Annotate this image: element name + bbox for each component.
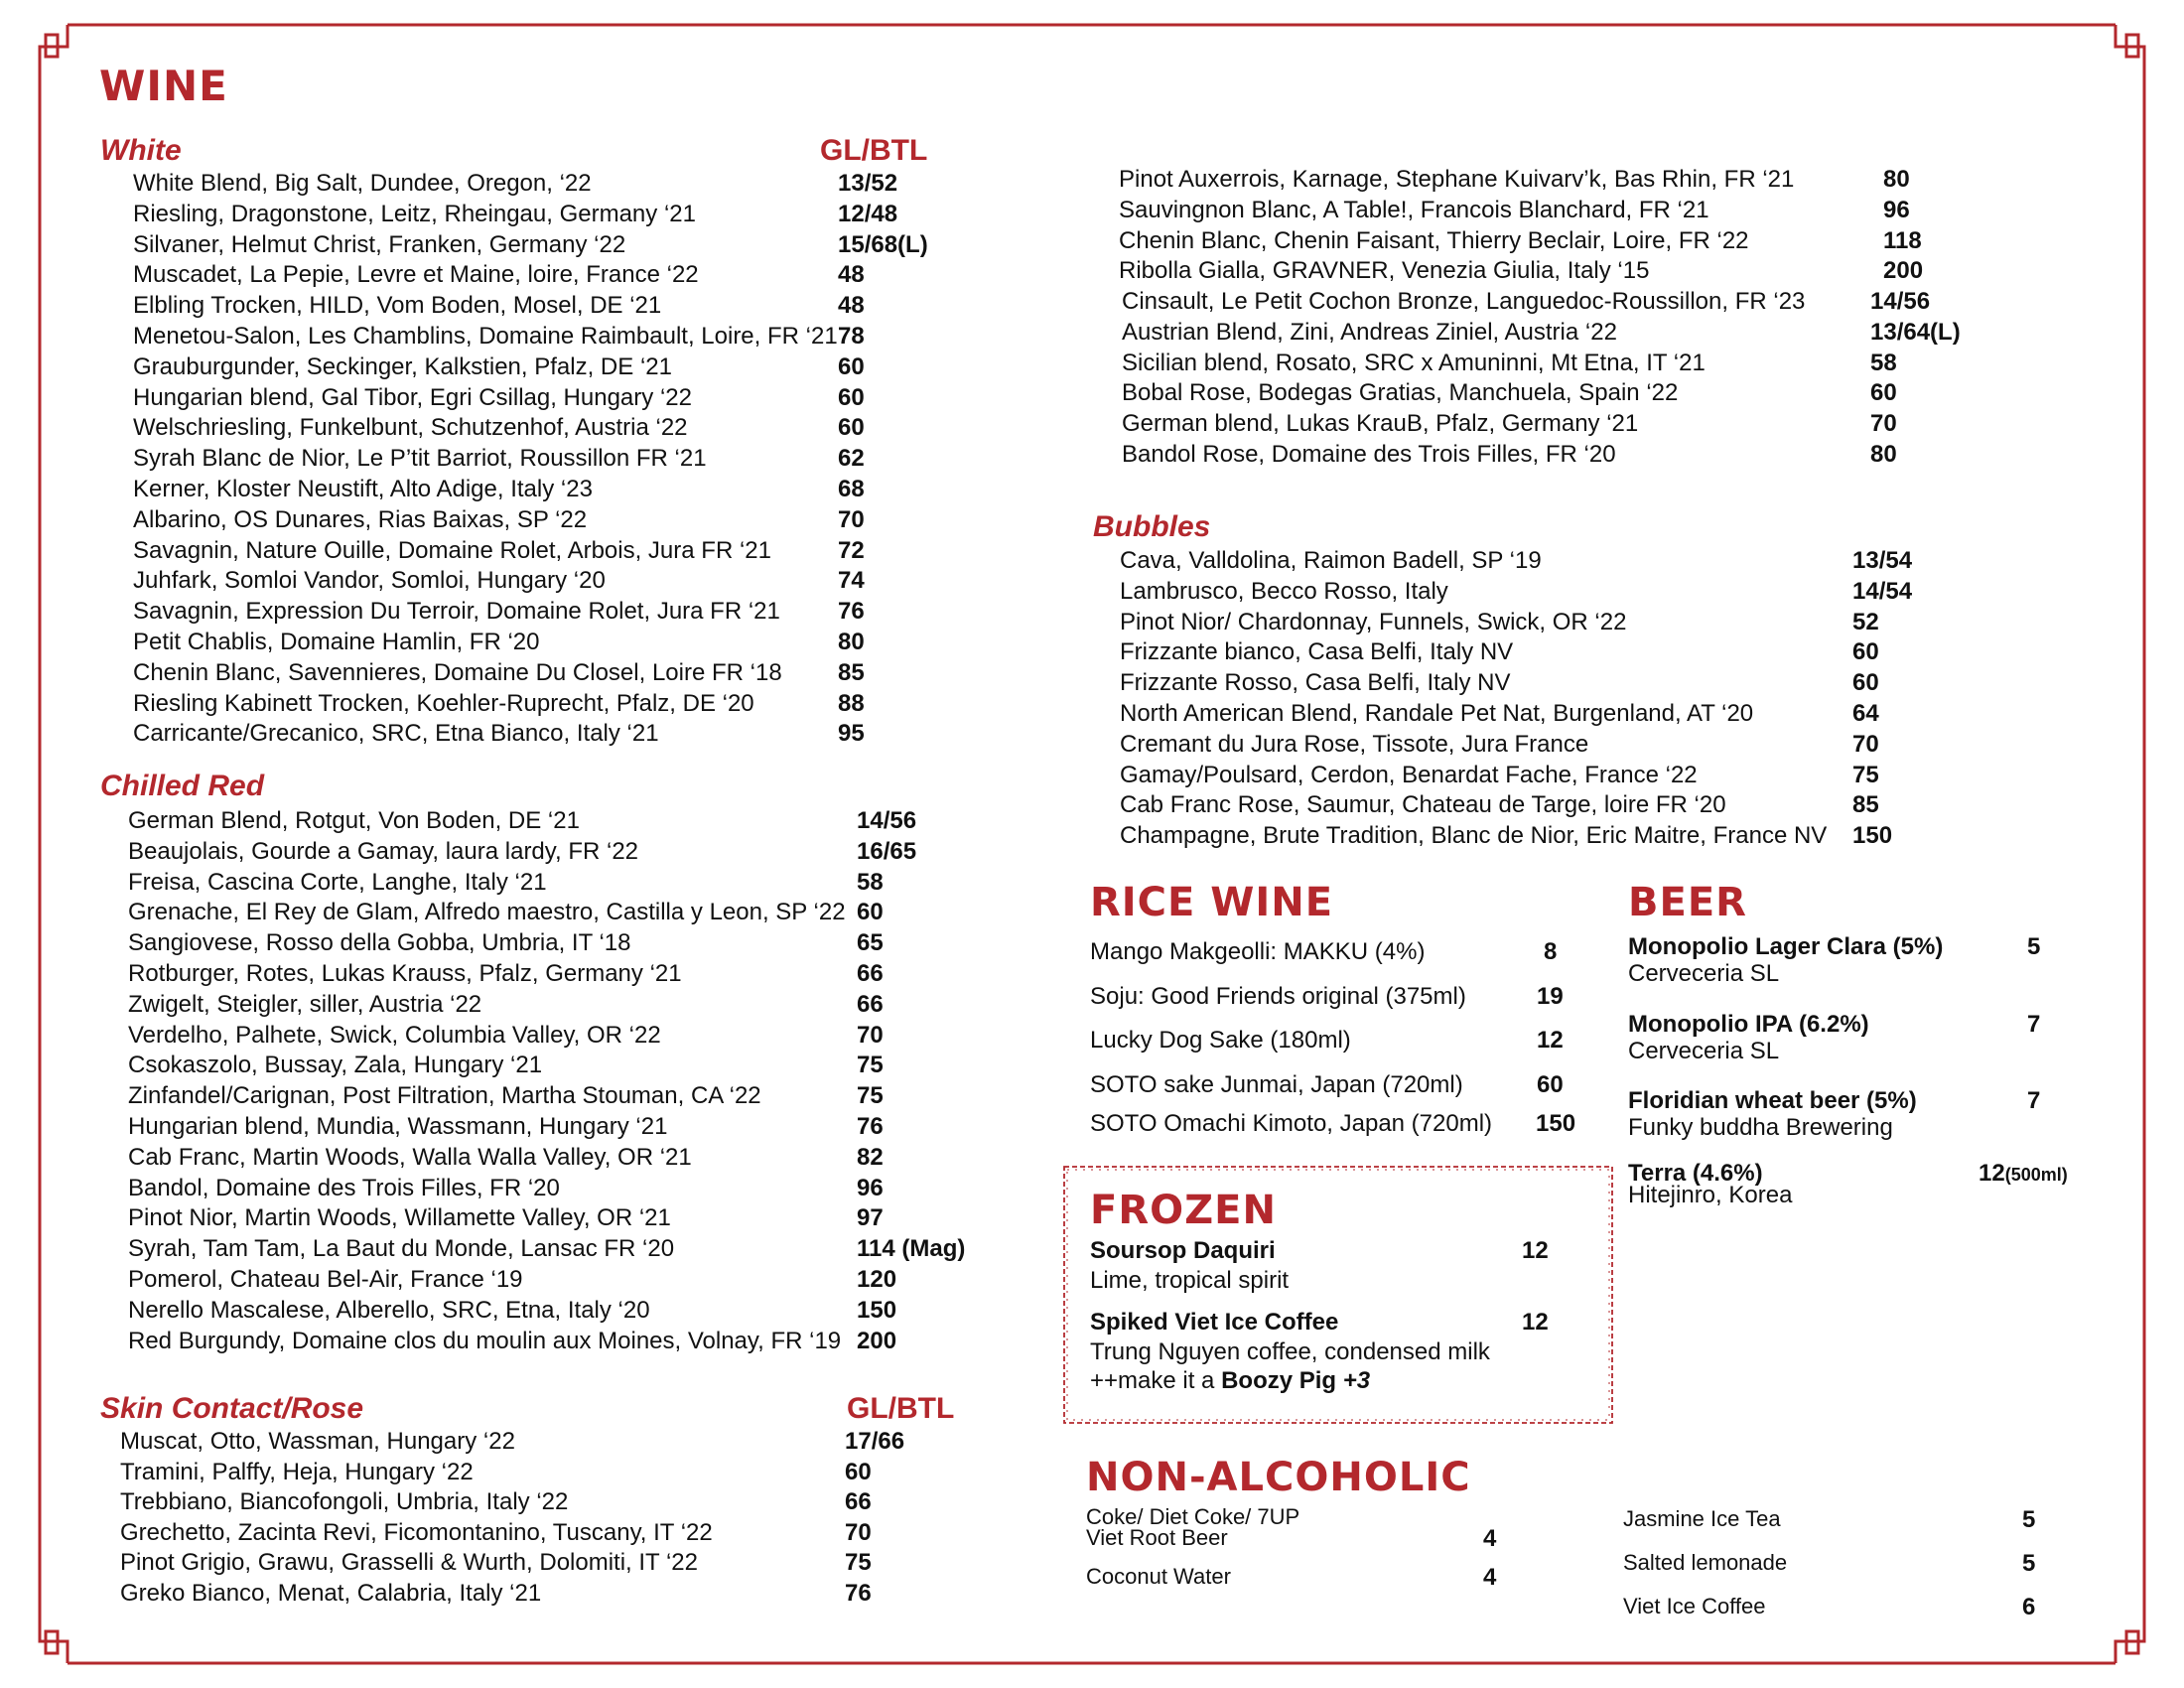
wine-list-item — [1120, 546, 2033, 577]
wine-price: 80 — [838, 628, 865, 655]
wine-list-item — [133, 444, 1007, 475]
wine-price: 80 — [1883, 166, 1910, 193]
beer-brewery: Funky buddha Brewering — [1628, 1114, 1893, 1141]
wine-list-item — [133, 352, 1007, 383]
wine-list-item — [1119, 226, 1992, 257]
wine-list-item — [128, 1296, 1022, 1327]
wine-list-item — [133, 505, 1007, 536]
wine-list-item — [133, 689, 1007, 720]
wine-price: 13/64(L) — [1870, 318, 1961, 346]
white-gl-btl-header: GL/BTL — [820, 134, 928, 167]
wine-name: Zwigelt, Steigler, siller, Austria ‘22 — [128, 990, 482, 1018]
chilled-red-subtitle: Chilled Red — [100, 770, 265, 802]
wine-name: Bandol, Domaine des Trois Filles, FR ‘20 — [128, 1174, 560, 1201]
wine-list-item — [128, 1174, 1022, 1204]
wine-price: 60 — [845, 1458, 872, 1485]
rice-wine-price: 8 — [1544, 938, 1558, 965]
non-alcoholic-price: 4 — [1483, 1564, 1497, 1591]
wine-price: 52 — [1852, 608, 1879, 635]
wine-price: 85 — [838, 658, 865, 686]
wine-list-item — [128, 1143, 1022, 1174]
rice-wine-price: 19 — [1537, 983, 1564, 1010]
wine-name: Grauburgunder, Seckinger, Kalkstien, Pfalz, DE ‘21 — [133, 352, 672, 380]
wine-name: Petit Chablis, Domaine Hamlin, FR ‘20 — [133, 628, 540, 655]
wine-list-item — [128, 806, 1022, 837]
non-alcoholic-name: Coconut Water — [1086, 1564, 1231, 1589]
wine-list-item — [133, 628, 1007, 658]
wine-price: 88 — [838, 689, 865, 717]
frozen-price: 12 — [1522, 1237, 1549, 1264]
wine-price: 68 — [838, 475, 865, 502]
wine-name: Bandol Rose, Domaine des Trois Filles, FR ‘20 — [1122, 440, 1616, 468]
wine-name: Tramini, Palffy, Heja, Hungary ‘22 — [120, 1458, 474, 1485]
wine-price: 17/66 — [845, 1428, 905, 1455]
wine-price: 70 — [1852, 730, 1879, 758]
white-wine-list-continued — [1119, 165, 1992, 287]
wine-name: Elbling Trocken, HILD, Vom Boden, Mosel, DE ‘21 — [133, 292, 662, 320]
wine-list-item — [128, 1112, 1022, 1143]
wine-name: Grechetto, Zacinta Revi, Ficomontanino, Tuscany, IT ‘22 — [120, 1518, 713, 1546]
wine-name: Hungarian blend, Mundia, Wassmann, Hungary ‘21 — [128, 1112, 668, 1140]
non-alcoholic-price: 5 — [2022, 1506, 2036, 1533]
wine-price: 70 — [1870, 410, 1897, 438]
wine-name: Verdelho, Palhete, Swick, Columbia Valley, OR ‘22 — [128, 1021, 661, 1049]
wine-price: 58 — [1870, 349, 1897, 376]
wine-name: Cab Franc Rose, Saumur, Chateau de Targe, loire FR ‘20 — [1120, 791, 1726, 819]
wine-list-item — [133, 566, 1007, 597]
wine-list-item — [133, 291, 1007, 322]
wine-price: 13/54 — [1852, 547, 1913, 574]
wine-price: 60 — [857, 899, 884, 926]
rice-wine-name: Soju: Good Friends original (375ml) — [1090, 983, 1466, 1010]
frozen-extra-bold: Boozy Pig — [1221, 1367, 1337, 1394]
wine-price: 14/56 — [1870, 288, 1931, 315]
rice-wine-section-title: RICE WINE — [1090, 880, 1334, 925]
beer-brewery: Cerveceria SL — [1628, 960, 1780, 987]
wine-name: Lambrusco, Becco Rosso, Italy — [1120, 577, 1448, 605]
beer-price: 5 — [2027, 933, 2041, 960]
wine-price: 12/48 — [838, 200, 898, 227]
wine-price: 75 — [857, 1082, 884, 1110]
wine-list-item — [1122, 378, 2015, 409]
frozen-desc: Trung Nguyen coffee, condensed milk — [1090, 1338, 1490, 1365]
beer-name: Monopolio Lager Clara (5%) — [1628, 933, 1944, 960]
wine-list-item — [128, 868, 1022, 899]
wine-list-item — [128, 959, 1022, 990]
frozen-name: Spiked Viet Ice Coffee — [1090, 1309, 1339, 1336]
wine-name: Austrian Blend, Zini, Andreas Ziniel, Austria ‘22 — [1122, 318, 1617, 346]
wine-name: Beaujolais, Gourde a Gamay, laura lardy, FR ‘22 — [128, 837, 639, 865]
wine-list-item — [1120, 637, 2033, 668]
wine-name: Syrah, Tam Tam, La Baut du Monde, Lansac FR ‘20 — [128, 1235, 675, 1263]
wine-name: Cava, Valldolina, Raimon Badell, SP ‘19 — [1120, 547, 1542, 574]
wine-price: 65 — [857, 929, 884, 957]
wine-name: Cab Franc, Martin Woods, Walla Walla Valley, OR ‘21 — [128, 1143, 692, 1171]
wine-name: North American Blend, Randale Pet Nat, Burgenland, AT ‘20 — [1120, 699, 1754, 727]
wine-name: Bobal Rose, Bodegas Gratias, Manchuela, Spain ‘22 — [1122, 379, 1679, 407]
wine-list-item — [120, 1548, 1014, 1579]
wine-price: 82 — [857, 1143, 884, 1171]
wine-name: Menetou-Salon, Les Chamblins, Domaine Raimbault, Loire, FR ‘21 — [133, 322, 838, 350]
wine-list-item — [128, 1051, 1022, 1081]
wine-name: Sicilian blend, Rosato, SRC x Amuninni, Mt Etna, IT ‘21 — [1122, 349, 1706, 376]
wine-name: Trebbiano, Biancofongoli, Umbria, Italy ‘22 — [120, 1488, 569, 1516]
non-alcoholic-price: 4 — [1483, 1525, 1497, 1552]
wine-list-item — [1119, 165, 1992, 196]
wine-name: Chenin Blanc, Savennieres, Domaine Du Closel, Loire FR ‘18 — [133, 658, 782, 686]
wine-name: Cremant du Jura Rose, Tissote, Jura France — [1120, 730, 1589, 758]
wine-price: 74 — [838, 567, 865, 595]
wine-name: Grenache, El Rey de Glam, Alfredo maestro, Castilla y Leon, SP ‘22 — [128, 899, 846, 926]
wine-list-item — [133, 413, 1007, 444]
wine-price: 60 — [1852, 669, 1879, 697]
wine-price: 60 — [838, 352, 865, 380]
wine-price: 72 — [838, 536, 865, 564]
wine-price: 66 — [845, 1488, 872, 1516]
rice-wine-price: 12 — [1537, 1027, 1564, 1054]
wine-name: German Blend, Rotgut, Von Boden, DE ‘21 — [128, 807, 580, 834]
rice-wine-name: Mango Makgeolli: MAKKU (4%) — [1090, 938, 1426, 965]
wine-list-item — [120, 1487, 1014, 1518]
wine-list-item — [1120, 699, 2033, 730]
wine-price: 114 (Mag) — [857, 1235, 966, 1263]
wine-list-item — [133, 200, 1007, 230]
wine-name: Freisa, Cascina Corte, Langhe, Italy ‘21 — [128, 868, 547, 896]
wine-list-item — [133, 658, 1007, 689]
wine-list-item — [128, 1081, 1022, 1112]
wine-list-item — [1122, 287, 2015, 318]
wine-list-item — [1122, 409, 2015, 440]
wine-name: Muscat, Otto, Wassman, Hungary ‘22 — [120, 1428, 515, 1455]
frozen-section-title: FROZEN — [1090, 1188, 1277, 1233]
beer-price: 7 — [2027, 1011, 2041, 1038]
wine-name: Riesling, Dragonstone, Leitz, Rheingau, Germany ‘21 — [133, 200, 696, 227]
wine-list-item — [133, 230, 1007, 261]
wine-price: 150 — [857, 1296, 897, 1324]
skin-contact-list-continued — [1122, 287, 2015, 471]
wine-list-item — [128, 1021, 1022, 1052]
skin-contact-gl-btl-header: GL/BTL — [847, 1392, 955, 1425]
wine-price: 96 — [857, 1174, 884, 1201]
wine-list-item — [1119, 256, 1992, 287]
wine-list-item — [120, 1427, 1014, 1458]
wine-list-item — [133, 260, 1007, 291]
wine-name: Savagnin, Expression Du Terroir, Domaine Rolet, Jura FR ‘21 — [133, 598, 780, 626]
wine-list-item — [128, 898, 1022, 928]
wine-name: Syrah Blanc de Nior, Le P’tit Barriot, Roussillon FR ‘21 — [133, 445, 707, 473]
wine-price: 150 — [1852, 822, 1893, 850]
wine-name: Cinsault, Le Petit Cochon Bronze, Languedoc-Roussillon, FR ‘23 — [1122, 288, 1806, 315]
wine-list-item — [120, 1458, 1014, 1488]
frozen-desc: Lime, tropical spirit — [1090, 1267, 1290, 1294]
wine-name: Ribolla Gialla, GRAVNER, Venezia Giulia, Italy ‘15 — [1119, 257, 1650, 285]
wine-name: Sauvingnon Blanc, A Table!, Francois Blanchard, FR ‘21 — [1119, 196, 1709, 223]
wine-list-item — [128, 1234, 1022, 1265]
frozen-extra — [1090, 1367, 1370, 1395]
wine-name: Kerner, Kloster Neustift, Alto Adige, Italy ‘23 — [133, 475, 593, 502]
wine-price: 60 — [838, 383, 865, 411]
wine-name: Albarino, OS Dunares, Rias Baixas, SP ‘22 — [133, 505, 588, 533]
wine-list-item — [128, 1203, 1022, 1234]
rice-wine-price: 150 — [1536, 1110, 1576, 1137]
skin-contact-list — [120, 1427, 1014, 1610]
beer-price-value: 12 — [1979, 1160, 2005, 1187]
wine-list-item — [1119, 196, 1992, 226]
wine-price: 76 — [845, 1579, 872, 1607]
wine-list-item — [1120, 668, 2033, 699]
wine-price: 75 — [845, 1549, 872, 1577]
wine-name: Juhfark, Somloi Vandor, Somloi, Hungary ‘20 — [133, 567, 606, 595]
wine-name: Red Burgundy, Domaine clos du moulin aux Moines, Volnay, FR ‘19 — [128, 1327, 842, 1354]
wine-price: 62 — [838, 445, 865, 473]
wine-list-item — [133, 719, 1007, 750]
rice-wine-price: 60 — [1537, 1071, 1564, 1098]
beer-name: Floridian wheat beer (5%) — [1628, 1087, 1917, 1114]
wine-price: 75 — [857, 1052, 884, 1079]
beer-price — [1979, 1160, 2068, 1188]
wine-price: 58 — [857, 868, 884, 896]
wine-name: German blend, Lukas KrauB, Pfalz, Germany ‘21 — [1122, 410, 1639, 438]
wine-list-item — [133, 383, 1007, 414]
wine-name: Hungarian blend, Gal Tibor, Egri Csillag, Hungary ‘22 — [133, 383, 692, 411]
wine-list-item — [1120, 730, 2033, 761]
wine-price: 120 — [857, 1265, 897, 1293]
wine-name: Champagne, Brute Tradition, Blanc de Nior, Eric Maitre, France NV — [1120, 822, 1828, 850]
rice-wine-name: SOTO Omachi Kimoto, Japan (720ml) — [1090, 1110, 1493, 1137]
wine-price: 60 — [1852, 638, 1879, 666]
wine-name: Pinot Nior, Martin Woods, Willamette Valley, OR ‘21 — [128, 1204, 671, 1232]
wine-name: Carricante/Grecanico, SRC, Etna Bianco, Italy ‘21 — [133, 720, 659, 748]
wine-name: Silvaner, Helmut Christ, Franken, Germany ‘22 — [133, 230, 626, 258]
wine-name: Frizzante bianco, Casa Belfi, Italy NV — [1120, 638, 1514, 666]
white-subtitle: White — [100, 134, 182, 167]
wine-price: 16/65 — [857, 837, 917, 865]
wine-list-item — [133, 597, 1007, 628]
frozen-name: Soursop Daquiri — [1090, 1237, 1276, 1264]
wine-name: Csokaszolo, Bussay, Zala, Hungary ‘21 — [128, 1052, 543, 1079]
non-alcoholic-name: Viet Ice Coffee — [1623, 1594, 1766, 1618]
beer-name: Monopolio IPA (6.2%) — [1628, 1011, 1869, 1038]
non-alcoholic-price: 5 — [2022, 1550, 2036, 1577]
wine-price: 60 — [838, 414, 865, 442]
wine-list-item — [1122, 318, 2015, 349]
wine-price: 200 — [857, 1327, 897, 1354]
wine-list-item — [120, 1518, 1014, 1549]
wine-list-item — [1122, 349, 2015, 379]
wine-name: Pinot Auxerrois, Karnage, Stephane Kuivarv’k, Bas Rhin, FR ‘21 — [1119, 166, 1795, 193]
wine-price: 85 — [1852, 791, 1879, 819]
wine-price: 97 — [857, 1204, 884, 1232]
wine-price: 76 — [838, 598, 865, 626]
wine-section-title: WINE — [99, 62, 228, 110]
non-alcoholic-section-title: NON-ALCOHOLIC — [1086, 1455, 1471, 1500]
wine-price: 60 — [1870, 379, 1897, 407]
wine-list-item — [128, 1265, 1022, 1296]
wine-price: 66 — [857, 990, 884, 1018]
wine-list-item — [1120, 761, 2033, 791]
chilled-red-list — [128, 806, 1022, 1356]
wine-list-item — [133, 322, 1007, 352]
wine-name: White Blend, Big Salt, Dundee, Oregon, ‘22 — [133, 170, 592, 197]
bubbles-subtitle: Bubbles — [1093, 510, 1211, 543]
frozen-extra-price: +3 — [1342, 1367, 1371, 1394]
wine-name: Pinot Nior/ Chardonnay, Funnels, Swick, OR ‘22 — [1120, 608, 1627, 635]
wine-price: 70 — [857, 1021, 884, 1049]
wine-name: Pomerol, Chateau Bel-Air, France ‘19 — [128, 1265, 523, 1293]
beer-price-note: (500ml) — [2004, 1165, 2068, 1185]
non-alcoholic-name: Salted lemonade — [1623, 1550, 1788, 1575]
wine-price: 70 — [838, 505, 865, 533]
wine-list-item — [133, 169, 1007, 200]
wine-price: 80 — [1870, 440, 1897, 468]
wine-name: Chenin Blanc, Chenin Faisant, Thierry Beclair, Loire, FR ‘22 — [1119, 226, 1749, 254]
wine-price: 48 — [838, 292, 865, 320]
wine-price: 15/68(L) — [838, 230, 928, 258]
frozen-extra-prefix: ++make it a — [1090, 1367, 1222, 1394]
wine-list-item — [1120, 821, 2033, 852]
non-alcoholic-name: Viet Root Beer — [1086, 1525, 1228, 1550]
wine-price: 200 — [1883, 257, 1924, 285]
wine-price: 13/52 — [838, 170, 898, 197]
wine-price: 64 — [1852, 699, 1879, 727]
beer-brewery: Cerveceria SL — [1628, 1038, 1780, 1064]
wine-list-item — [1120, 608, 2033, 638]
wine-list-item — [1122, 440, 2015, 471]
wine-price: 70 — [845, 1518, 872, 1546]
wine-name: Sangiovese, Rosso della Gobba, Umbria, IT ‘18 — [128, 929, 631, 957]
wine-name: Savagnin, Nature Ouille, Domaine Rolet, Arbois, Jura FR ‘21 — [133, 536, 771, 564]
wine-price: 76 — [857, 1112, 884, 1140]
wine-name: Gamay/Poulsard, Cerdon, Benardat Fache, France ‘22 — [1120, 761, 1698, 788]
beer-brewery: Hitejinro, Korea — [1628, 1182, 1793, 1208]
wine-name: Frizzante Rosso, Casa Belfi, Italy NV — [1120, 669, 1511, 697]
rice-wine-name: Lucky Dog Sake (180ml) — [1090, 1027, 1351, 1054]
bubbles-list — [1120, 546, 2033, 852]
non-alcoholic-name: Jasmine Ice Tea — [1623, 1506, 1781, 1531]
non-alcoholic-price: 6 — [2022, 1594, 2036, 1620]
rice-wine-name: SOTO sake Junmai, Japan (720ml) — [1090, 1071, 1463, 1098]
wine-list-item — [128, 928, 1022, 959]
non-alcoholic-name: Coke/ Diet Coke/ 7UP — [1086, 1504, 1300, 1529]
wine-price: 75 — [1852, 761, 1879, 788]
beer-name: Terra (4.6%) — [1628, 1160, 1763, 1187]
wine-name: Riesling Kabinett Trocken, Koehler-Ruprecht, Pfalz, DE ‘20 — [133, 689, 754, 717]
wine-name: Rotburger, Rotes, Lukas Krauss, Pfalz, Germany ‘21 — [128, 959, 682, 987]
wine-name: Pinot Grigio, Grawu, Grasselli & Wurth, Dolomiti, IT ‘22 — [120, 1549, 698, 1577]
wine-list-item — [128, 990, 1022, 1021]
wine-name: Greko Bianco, Menat, Calabria, Italy ‘21 — [120, 1579, 542, 1607]
wine-price: 14/56 — [857, 807, 917, 834]
wine-name: Nerello Mascalese, Alberello, SRC, Etna, Italy ‘20 — [128, 1296, 650, 1324]
wine-price: 48 — [838, 261, 865, 289]
wine-list-item — [1120, 790, 2033, 821]
wine-price: 118 — [1883, 226, 1922, 254]
frozen-price: 12 — [1522, 1309, 1549, 1336]
wine-price: 78 — [838, 322, 865, 350]
wine-list-item — [128, 837, 1022, 868]
wine-list-item — [128, 1327, 1022, 1357]
wine-price: 96 — [1883, 196, 1910, 223]
beer-section-title: BEER — [1628, 880, 1747, 925]
wine-price: 95 — [838, 720, 865, 748]
wine-list-item — [133, 475, 1007, 505]
wine-price: 66 — [857, 959, 884, 987]
wine-name: Welschriesling, Funkelbunt, Schutzenhof, Austria ‘22 — [133, 414, 688, 442]
skin-contact-subtitle: Skin Contact/Rose — [100, 1392, 364, 1425]
wine-price: 14/54 — [1852, 577, 1913, 605]
white-wine-list — [133, 169, 1007, 750]
wine-name: Zinfandel/Carignan, Post Filtration, Martha Stouman, CA ‘22 — [128, 1082, 761, 1110]
beer-price: 7 — [2027, 1087, 2041, 1114]
wine-name: Muscadet, La Pepie, Levre et Maine, loire, France ‘22 — [133, 261, 699, 289]
wine-list-item — [1120, 577, 2033, 608]
wine-list-item — [133, 536, 1007, 567]
wine-list-item — [120, 1579, 1014, 1610]
